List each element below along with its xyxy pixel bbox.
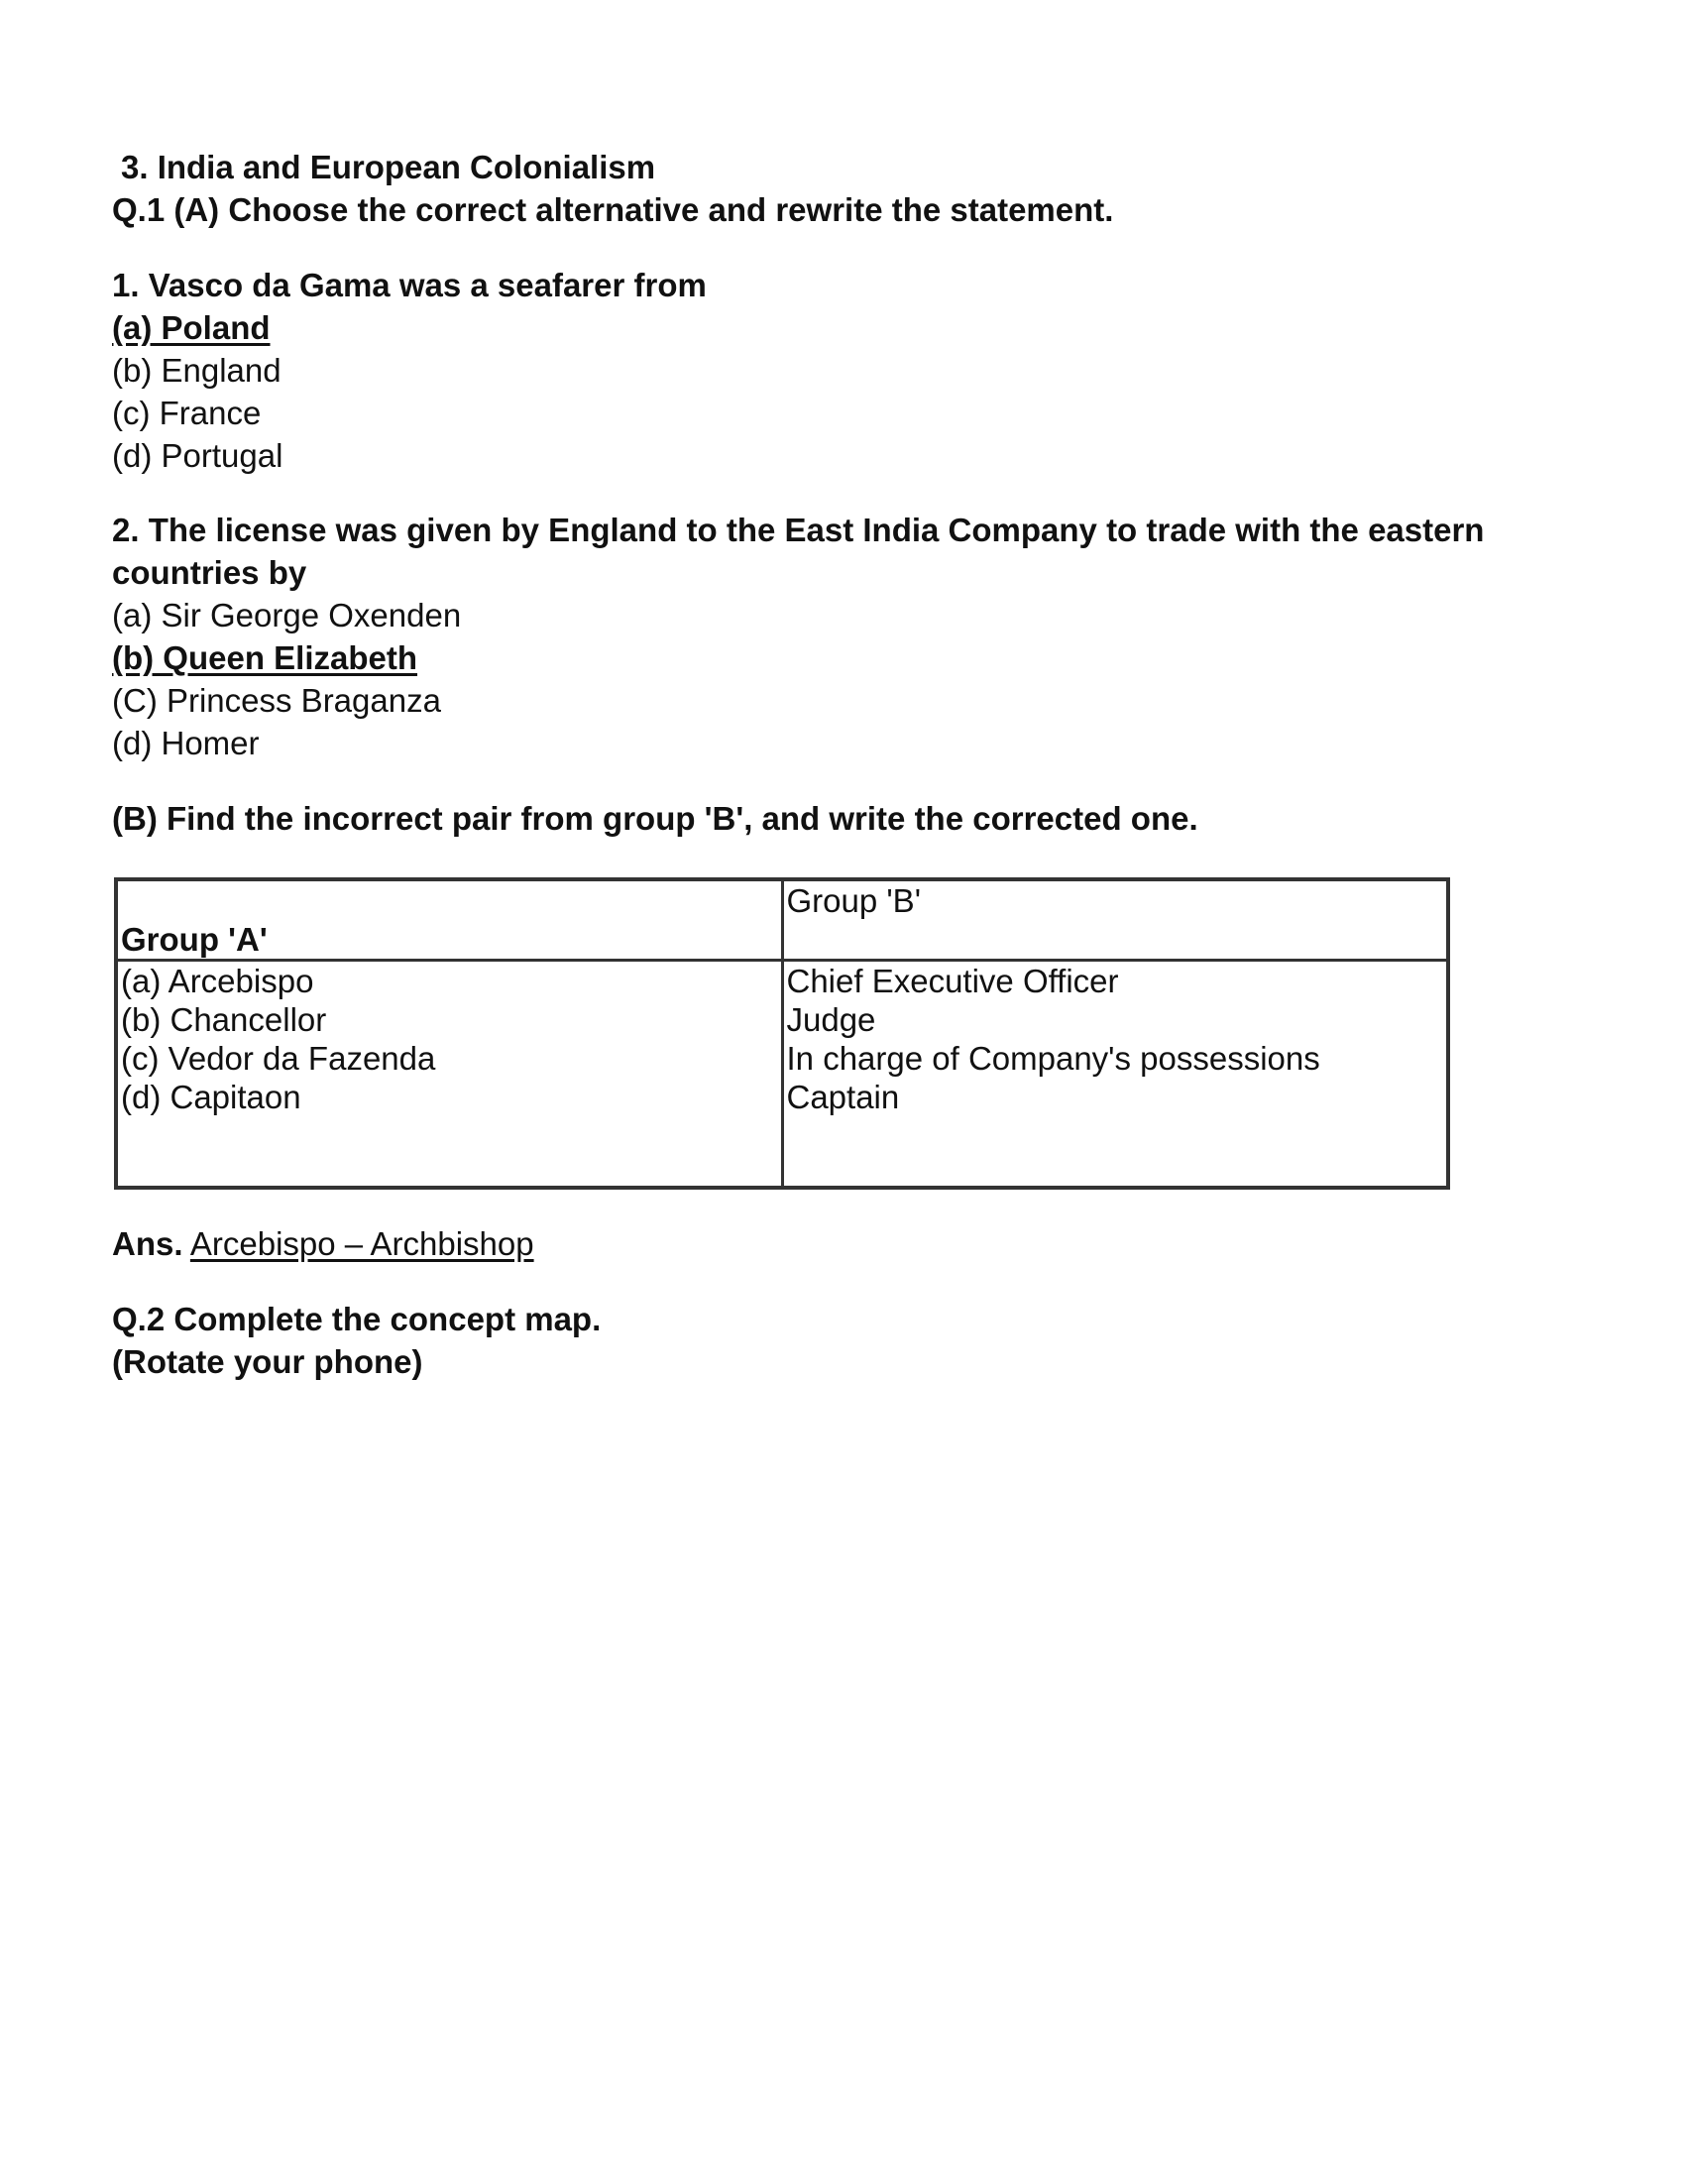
question-2-option-b-marked: (b) Queen Elizabeth xyxy=(112,639,418,676)
chapter-title: 3. India and European Colonialism xyxy=(121,149,656,185)
group-a-item: (a) Arcebispo xyxy=(121,963,314,999)
question-1-text: 1. Vasco da Gama was a seafarer from xyxy=(112,267,707,303)
question-2-option-d: (d) Homer xyxy=(112,725,260,761)
question-1-option-d: (d) Portugal xyxy=(112,437,283,474)
group-a-item: (c) Vedor da Fazenda xyxy=(121,1040,436,1077)
group-a-item: (b) Chancellor xyxy=(121,1001,327,1038)
table-header-row xyxy=(116,879,1448,961)
group-a-cell xyxy=(116,961,782,1189)
group-b-item: In charge of Company's possessions xyxy=(786,1040,1320,1077)
answer-line xyxy=(112,1222,534,1265)
group-b-item: Chief Executive Officer xyxy=(786,963,1119,999)
question-1-option-c: (c) France xyxy=(112,395,262,431)
q2-note: (Rotate your phone) xyxy=(112,1343,423,1380)
answer-text: Arcebispo – Archbishop xyxy=(189,1225,534,1262)
match-the-pairs-table xyxy=(114,877,1450,1190)
question-1-option-a-marked: (a) Poland xyxy=(112,309,271,346)
q2-heading: Q.2 Complete the concept map. xyxy=(112,1301,602,1337)
q1b-heading: (B) Find the incorrect pair from group 'B', and write the corrected one. xyxy=(112,800,1198,837)
group-a-header: Group 'A' xyxy=(116,879,782,961)
question-2-text: 2. The license was given by England to the East India Company to trade with the eastern countries by xyxy=(112,512,1485,591)
group-b-cell xyxy=(782,961,1448,1189)
group-a-item: (d) Capitaon xyxy=(121,1079,301,1115)
answer-label: Ans. xyxy=(112,1225,183,1262)
q1-heading: Q.1 (A) Choose the correct alternative and rewrite the statement. xyxy=(112,191,1114,228)
group-b-item: Captain xyxy=(786,1079,900,1115)
question-2-option-c: (C) Princess Braganza xyxy=(112,682,441,719)
question-2-option-a: (a) Sir George Oxenden xyxy=(112,597,462,633)
table-body-row xyxy=(116,961,1448,1189)
group-b-header: Group 'B' xyxy=(782,879,1448,961)
question-1-option-b: (b) England xyxy=(112,352,281,389)
group-b-item: Judge xyxy=(786,1001,876,1038)
